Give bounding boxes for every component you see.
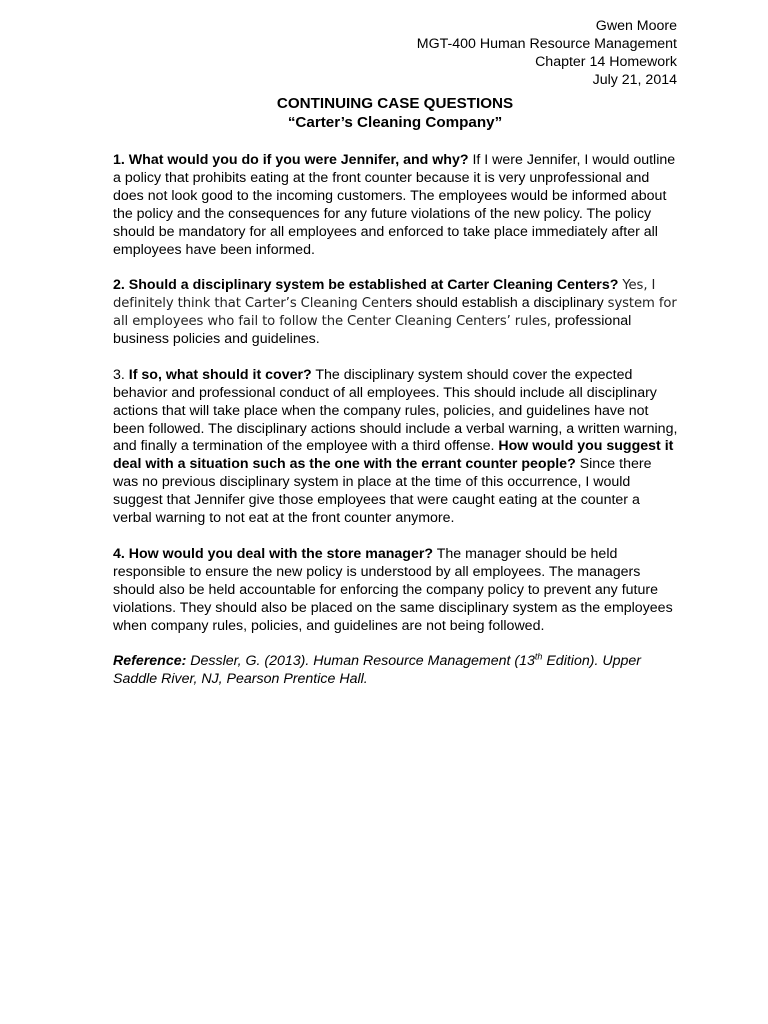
question-3-text: If so, what should it cover? [128,366,312,383]
question-3-number: 3. [113,366,129,383]
answer-3-text: The disciplinary system should cover the expected behavior and professional conduct of all employees. This should include all disciplinary actions that will take place when the company rules, policies, and guidelines have not been followed. The disciplinary actions should include a verbal warning, a written warning, and finally a termination of the employee with a third offense. [113,366,678,455]
title-line-2: “Carter’s Cleaning Company” [287,114,503,131]
reference-text-after: Edition). Upper Saddle River, NJ, Pearson Prentice Hall. [113,653,641,688]
question-3b-text: How would you suggest it deal with a situation such as the one with the errant counter people? [113,438,674,473]
reference-label: Reference: [113,653,187,670]
answer-1-text: If I were Jennifer, I would outline a policy that prohibits eating at the front counter because it is very unprofessional and does not look good to the incoming customers. The employees would be informed about the policy and the consequences for any future violations of the new policy. The policy should be mandatory for all employees and enforced to take place immediately after all employees have been informed. [113,152,676,258]
answer-2-light-text: Yes, I definitely think that Carter’s Cleaning Cente [113,278,656,312]
author-name: Gwen Moore [595,18,677,34]
course-name: MGT-400 Human Resource Management [416,36,677,52]
question-1-paragraph [113,152,679,259]
reference-paragraph [113,653,679,689]
question-1-text: 1. What would you do if you were Jennifer, and why? [113,152,469,168]
reference-superscript: th [534,651,543,662]
title-line-1: CONTINUING CASE QUESTIONS [276,95,514,112]
answer-3b-text: Since there was no previous disciplinary system in place at the time of this occurrence, I would suggest that Jennifer give those employees that were caught eating at the counter a verbal warning to not eat at the front counter anymore. [113,456,652,527]
document-date: July 21, 2014 [592,72,677,88]
assignment-name: Chapter 14 Homework [535,54,677,70]
answer-2-text: rs should establish a disciplinary [400,295,608,312]
question-3-paragraph [113,367,679,528]
question-4-text: 4. How would you deal with the store manager? [113,545,434,562]
answer-2-end-text: professional business policies and guidelines. [113,313,632,348]
question-2-paragraph [113,277,679,349]
document-title [0,94,768,132]
header-block [417,17,677,89]
answer-4-text: The manager should be held responsible to ensure the new policy is understood by all employees. The managers should also be held accountable for enforcing the company policy to prevent any future violations. They should also be placed on the same disciplinary system as the employees when company rules, policies, and guidelines are not being followed. [113,545,673,634]
document-body [113,152,679,707]
reference-text-before: Dessler, G. (2013). Human Resource Management (13 [186,653,535,670]
question-2-text: 2. Should a disciplinary system be established at Carter Cleaning Centers? [113,277,619,294]
answer-2-light-text-2: system for all employees who fail to follow the Center Cleaning Centers’ rules, [113,296,677,330]
question-4-paragraph [113,546,679,636]
